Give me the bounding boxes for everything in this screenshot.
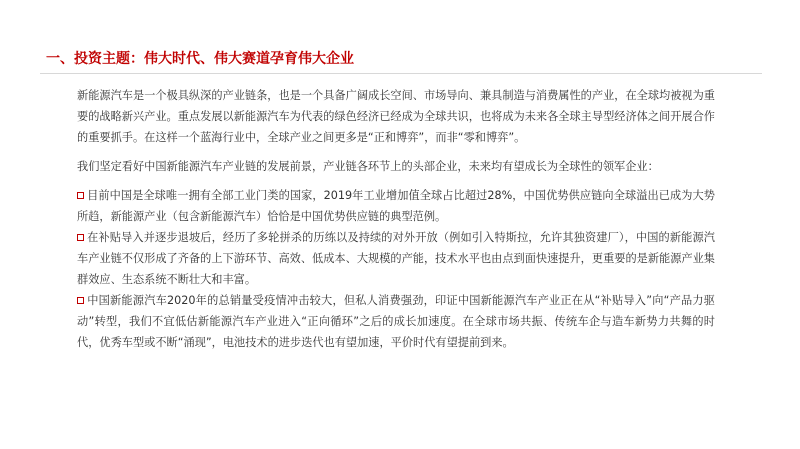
- body-text: [77, 85, 715, 353]
- square-bullet-icon: [77, 192, 84, 199]
- intro-paragraph: 新能源汽车是一个极具纵深的产业链条，也是一个具备广阔成长空间、市场导向、兼具制造与消费属性的产业，在全球均被视为重要的战略新兴产业。重点发展以新能源汽车为代表的绿色经济已经成为全球共识，也将成为未来各全球主导型经济体之间开展合作的重要抓手。在这样一个蓝海行业中，全球产业之间更多是“正和博弈”，而非“零和博弈”。: [77, 89, 715, 144]
- square-bullet-icon: [77, 234, 84, 241]
- bullet-item-sales: [77, 290, 715, 353]
- thesis-paragraph: 我们坚定看好中国新能源汽车产业链的发展前景，产业链各环节上的头部企业，未来均有望成长为全球性的领军企业：: [77, 160, 659, 173]
- bullet-text: 中国新能源汽车2020年的总销量受疫情冲击较大，但私人消费强劲，印证中国新能源汽车产业正在从“补贴导入”向“产品力驱动”转型，我们不宜低估新能源汽车产业进入“正向循环”之后的成长加速度。在全球市场共振、传统车企与造车新势力共舞的时代，优秀车型或不断“涌现”，电池技术的进步迭代也有望加速，平价时代有望提前到来。: [77, 294, 715, 349]
- bullet-text: 目前中国是全球唯一拥有全部工业门类的国家，2019年工业增加值全球占比超过28%，中国优势供应链向全球溢出已成为大势所趋，新能源产业（包含新能源汽车）恰恰是中国优势供应链的典型范例。: [77, 189, 715, 223]
- bullet-item-industry: [77, 185, 715, 227]
- square-bullet-icon: [77, 297, 84, 304]
- bullet-text: 在补贴导入并逐步退坡后，经历了多轮拼杀的历练以及持续的对外开放（例如引入特斯拉，允许其独资建厂），中国的新能源汽车产业链不仅形成了齐备的上下游环节、高效、低成本、大规模的产能，技术水平也由点到面快速提升，更重要的是新能源产业集群效应、生态系统不断壮大和丰富。: [77, 231, 715, 286]
- section-heading: 一、投资主题：伟大时代、伟大赛道孕育伟大企业: [46, 51, 354, 67]
- heading-divider: [40, 73, 762, 74]
- bullet-item-subsidy: [77, 227, 715, 290]
